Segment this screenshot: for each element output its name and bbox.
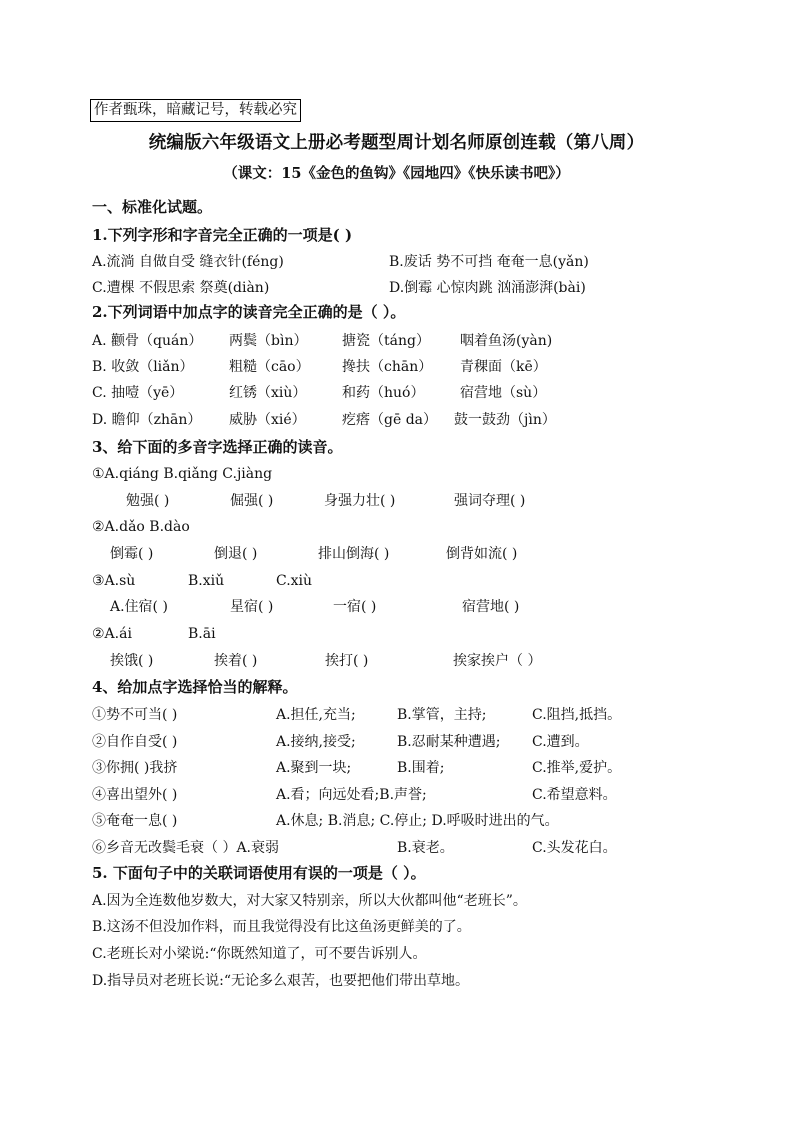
line-text: ⑤奄奄一息( ) [92, 813, 178, 829]
line-text: B.衰老。 [397, 840, 454, 856]
line-text: C.头发花白。 [532, 840, 617, 856]
line-text: 宿营地( ) [462, 599, 520, 615]
line-text: 3、给下面的多音字选择正确的读音。 [92, 438, 343, 456]
line-text: 身强力壮( ) [324, 493, 396, 509]
line-text: B. 收敛（liǎn） [92, 359, 194, 375]
line-text: 粗糙（cāo） [229, 359, 310, 375]
line-text: A. 颧骨（quán） [92, 333, 203, 349]
line-text: B.掌管，主持; [397, 707, 487, 723]
line-text: 咽着鱼汤(yàn) [460, 333, 553, 349]
line-text: B.āi [188, 626, 216, 642]
line-text: C.遭棵 不假思索 祭奠(diàn) [92, 280, 270, 296]
line-text: 1.下列字形和字音完全正确的一项是( ) [92, 226, 353, 244]
line-text: A.接纳,接受; [276, 734, 356, 750]
line-text: A.住宿( ) [110, 599, 168, 615]
line-text: 排山倒海( ) [318, 546, 390, 562]
line-text: ④喜出望外( ) [92, 787, 178, 803]
line-text: B.废话 势不可挡 奄奄一息(yǎn) [389, 254, 589, 270]
line-text: 倒霉( ) [110, 546, 154, 562]
line-text: C. 抽噎（yē） [92, 385, 184, 401]
line-text: ①A.qiáng B.qiǎng C.jiàng [92, 466, 273, 482]
line-text: ②A.ái [92, 626, 132, 642]
line-text: 强词夺理( ) [454, 493, 526, 509]
line-text: ⑥乡音无改鬓毛衰（ ）A.衰弱 [92, 840, 280, 856]
line-text: A.看；向远处看;B.声誉; [276, 787, 427, 803]
author-notice: 作者甄珠，暗藏记号，转载必究 [90, 99, 301, 122]
line-text: 2.下列词语中加点字的读音完全正确的是（ ）。 [92, 303, 406, 321]
line-text: A.聚到一块; [276, 760, 352, 776]
line-text: A.流淌 自做自受 缝衣针(féng) [92, 254, 284, 270]
line-text: 挨饿( ) [110, 653, 154, 669]
line-text: ①势不可当( ) [92, 707, 178, 723]
line-text: 挨家挨户（ ） [453, 653, 542, 669]
line-text: 和药（huó） [342, 385, 425, 401]
page-title: 统编版六年级语文上册必考题型周计划名师原创连载（第八周） [148, 133, 645, 153]
line-text: 挨打( ) [325, 653, 369, 669]
line-text: C.阻挡,抵挡。 [532, 707, 622, 723]
line-text: C.遭到。 [532, 734, 589, 750]
line-text: A.担任,充当; [276, 707, 356, 723]
line-text: 星宿( ) [230, 599, 274, 615]
line-text: B.围着; [397, 760, 445, 776]
line-text: 青稞面（kē） [460, 359, 547, 375]
line-text: ③你拥( )我挤 [92, 760, 178, 776]
line-text: 挨着( ) [214, 653, 258, 669]
line-text: C.xiù [276, 573, 313, 589]
line-text: 搪瓷（táng） [342, 333, 430, 349]
line-text: B.忍耐某种遭遇; [397, 734, 501, 750]
line-text: ②A.dǎo B.dào [92, 519, 190, 535]
line-text: 两鬓（bìn） [229, 333, 308, 349]
line-text: C.老班长对小梁说:“你既然知道了，可不要告诉别人。 [92, 946, 427, 962]
line-text: 宿营地（sù） [460, 385, 547, 401]
line-text: 勉强( ) [126, 493, 170, 509]
line-text: 威胁（xié） [229, 412, 306, 428]
line-text: 鼓一鼓劲（jìn） [454, 412, 556, 428]
line-text: 倔强( ) [230, 493, 274, 509]
line-text: C.推举,爱护。 [532, 760, 622, 776]
line-text: ③A.sù [92, 573, 136, 589]
page-subtitle: （课文：15《金色的鱼钩》《园地四》《快乐读书吧》） [223, 165, 570, 182]
line-text: 搀扶（chān） [342, 359, 433, 375]
line-text: ②自作自受( ) [92, 734, 178, 750]
line-text: A.休息; B.消息; C.停止; D.呼吸时进出的气。 [276, 813, 559, 829]
line-text: 倒退( ) [214, 546, 258, 562]
line-text: D.倒霉 心惊肉跳 汹涌澎湃(bài) [389, 280, 586, 296]
line-text: B.xiǔ [188, 573, 225, 589]
line-text: 疙瘩（gē da） [342, 412, 438, 428]
line-text: A.因为全连数他岁数大，对大家又特别亲，所以大伙都叫他“老班长”。 [92, 893, 527, 909]
line-text: 5. 下面句子中的关联词语使用有误的一项是（ ）。 [92, 864, 426, 882]
line-text: D.指导员对老班长说:“无论多么艰苦，也要把他们带出草地。 [92, 973, 470, 989]
line-text: C.希望意料。 [532, 787, 617, 803]
line-text: 一宿( ) [333, 599, 377, 615]
line-text: 红锈（xiù） [229, 385, 307, 401]
line-text: 倒背如流( ) [446, 546, 518, 562]
line-text: 4、给加点字选择恰当的解释。 [92, 678, 298, 696]
line-text: D. 瞻仰（zhān） [92, 412, 202, 428]
line-text: B.这汤不但没加作料，而且我觉得没有比这鱼汤更鲜美的了。 [92, 919, 471, 935]
line-text: 一、标准化试题。 [92, 198, 213, 216]
